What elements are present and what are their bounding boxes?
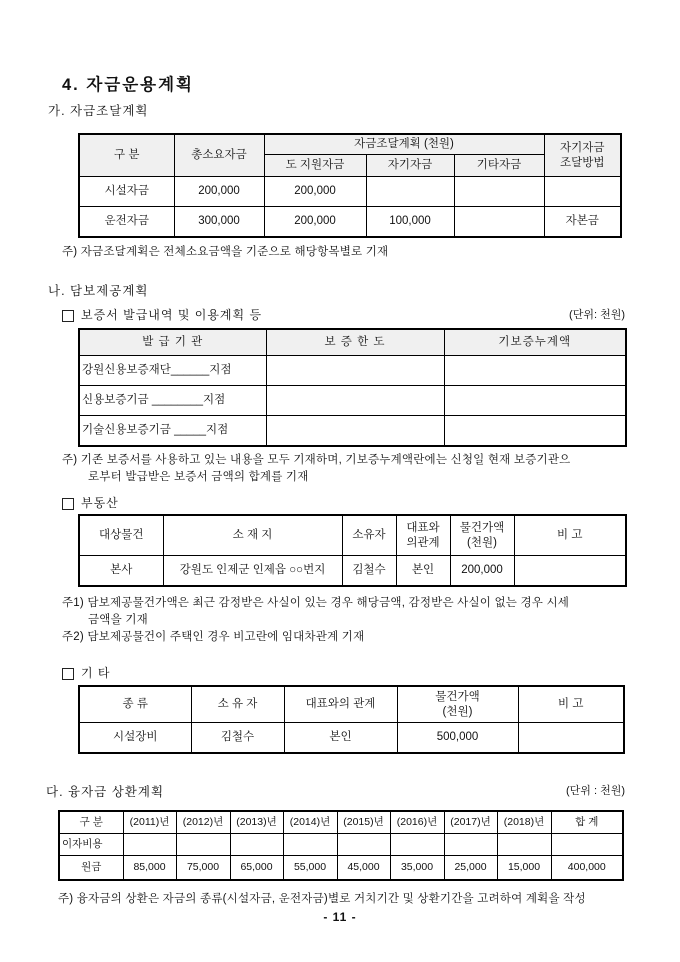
- cell-year-value: [123, 834, 176, 856]
- etc-collateral-table: [78, 685, 625, 754]
- realestate-subheading: [62, 495, 119, 512]
- cell-year-value: [337, 834, 390, 856]
- cell-remarks: [518, 723, 624, 754]
- col-header-location: 소 재 지: [163, 515, 342, 556]
- realestate-table: [78, 514, 627, 587]
- cell-year-value: 15,000: [497, 856, 551, 881]
- cell-provincial: 200,000: [264, 177, 366, 207]
- cell-method: 자본금: [544, 207, 621, 238]
- col-header-property-value-line1: 물건가액: [435, 690, 480, 703]
- col-header-property-value-line2: (천원): [467, 536, 497, 549]
- section-heading-na: 나. 담보제공계획: [48, 284, 149, 298]
- guarantee-subheading-label: 보증서 발급내역 및 이용계획 등: [81, 308, 263, 322]
- col-header-year-2016: (2016)년: [390, 811, 444, 834]
- note-guarantee-line2: 로부터 발급받은 보증서 금액의 합계를 기재: [88, 471, 309, 483]
- cell-year-value: [230, 834, 283, 856]
- table-row-interest: [59, 834, 623, 856]
- funding-plan-table: [78, 133, 622, 238]
- table-row-principal: [59, 856, 623, 881]
- cell-accumulated: [444, 386, 626, 416]
- cell-relation: 본인: [396, 556, 450, 587]
- col-header-year-2014: (2014)년: [283, 811, 337, 834]
- cell-year-value: 25,000: [444, 856, 497, 881]
- col-header-target-property: 대상물건: [79, 515, 163, 556]
- checkbox-icon: [62, 498, 74, 510]
- cell-limit: [266, 386, 444, 416]
- col-header-property-value-line2: (천원): [442, 705, 473, 718]
- col-header-guarantee-limit: 보 증 한 도: [266, 329, 444, 356]
- guarantee-table: [78, 328, 627, 447]
- cell-value: 200,000: [450, 556, 514, 587]
- cell-year-value: [444, 834, 497, 856]
- cell-total: 200,000: [174, 177, 264, 207]
- cell-relation: 본인: [284, 723, 397, 754]
- note-guarantee: [62, 452, 680, 486]
- col-header-relation: 대표와의 관계: [284, 686, 397, 723]
- table-row-headquarters: [79, 556, 626, 587]
- cell-row-label: 원금: [59, 856, 123, 881]
- table-row-facility-equipment: [79, 723, 624, 754]
- col-header-year-2013: (2013)년: [230, 811, 283, 834]
- col-header-owner: 소유자: [342, 515, 396, 556]
- cell-issuer: 기술신용보증기금 _____지점: [79, 416, 266, 447]
- cell-issuer: 강원신용보증재단______지점: [79, 356, 266, 386]
- cell-year-value: 45,000: [337, 856, 390, 881]
- etc-subheading: [62, 665, 111, 682]
- cell-row-label: 시설자금: [79, 177, 174, 207]
- col-header-sum: 합 계: [551, 811, 623, 834]
- table-row-tech-credit-fund: [79, 416, 626, 447]
- note-guarantee-line1: 주) 기존 보증서를 사용하고 있는 내용을 모두 기재하며, 기보증누계액란에는 신청일 현재 보증기관으: [62, 454, 571, 466]
- cell-target: 본사: [79, 556, 163, 587]
- cell-issuer: 신용보증기금 ________지점: [79, 386, 266, 416]
- note-funding-plan: 주) 자금조달계획은 전체소요금액을 기준으로 해당항목별로 기재: [62, 246, 389, 258]
- page-number: - 11 -: [323, 910, 357, 924]
- cell-year-value: [390, 834, 444, 856]
- cell-other: [454, 207, 544, 238]
- col-header-total-funds: 총소요자금: [174, 134, 264, 177]
- cell-owner: 김철수: [342, 556, 396, 587]
- note-repayment: 주) 융자금의 상환은 자금의 종류(시설자금, 운전자금)별로 거치기간 및 상환기간을 고려하여 계획을 작성: [58, 893, 586, 905]
- col-header-year-2015: (2015)년: [337, 811, 390, 834]
- table-row-operating-funds: [79, 207, 621, 238]
- checkbox-icon: [62, 668, 74, 680]
- cell-type: 시설장비: [79, 723, 191, 754]
- table-row-credit-fund: [79, 386, 626, 416]
- cell-limit: [266, 416, 444, 447]
- cell-accumulated: [444, 356, 626, 386]
- col-header-type: 종 류: [79, 686, 191, 723]
- etc-subheading-row: [62, 665, 625, 682]
- cell-limit: [266, 356, 444, 386]
- col-header-self-method-line2: 조달방법: [560, 156, 605, 169]
- cell-year-value: 85,000: [123, 856, 176, 881]
- col-header-property-value: [450, 515, 514, 556]
- col-header-year-2012: (2012)년: [176, 811, 230, 834]
- table-row-gangwon-foundation: [79, 356, 626, 386]
- cell-method: [544, 177, 621, 207]
- cell-total: 300,000: [174, 207, 264, 238]
- cell-year-value: [497, 834, 551, 856]
- col-header-year-2018: (2018)년: [497, 811, 551, 834]
- note-realestate-1-line2: 금액을 기재: [88, 614, 148, 626]
- repayment-header-row: [59, 811, 623, 834]
- page-title: 4. 자금운용계획: [62, 76, 194, 94]
- col-header-self-method-line1: 자기자금: [560, 141, 605, 154]
- col-header-owner: 소 유 자: [191, 686, 284, 723]
- col-header-provincial-funds: 도 지원자금: [264, 155, 366, 177]
- cell-row-label: 운전자금: [79, 207, 174, 238]
- section-heading-ga: 가. 자금조달계획: [48, 104, 149, 118]
- col-header-property-value: [397, 686, 518, 723]
- col-header-self-funds: 자기자금: [366, 155, 454, 177]
- cell-year-value: 65,000: [230, 856, 283, 881]
- col-header-year-2017: (2017)년: [444, 811, 497, 834]
- col-header-property-value-line1: 물건가액: [459, 521, 505, 534]
- cell-sum-value: [551, 834, 623, 856]
- note-realestate-1-line1: 주1) 담보제공물건가액은 최근 감정받은 사실이 있는 경우 해당금액, 감정받은 사실이 없는 경우 시세: [62, 597, 570, 609]
- col-header-category: 구 분: [59, 811, 123, 834]
- cell-other: [454, 177, 544, 207]
- col-header-procurement-group: 자금조달계획 (천원): [264, 134, 544, 155]
- cell-sum-value: 400,000: [551, 856, 623, 881]
- cell-row-label: 이자비용: [59, 834, 123, 856]
- cell-self: [366, 177, 454, 207]
- col-header-remarks: 비 고: [514, 515, 626, 556]
- section-heading-da: 다. 융자금 상환계획: [46, 785, 165, 799]
- note-realestate-2: 주2) 담보제공물건이 주택인 경우 비고란에 임대차관계 기재: [62, 631, 365, 643]
- cell-year-value: 35,000: [390, 856, 444, 881]
- cell-self: 100,000: [366, 207, 454, 238]
- col-header-accumulated-guarantee: 기보증누계액: [444, 329, 626, 356]
- note-realestate-1: [62, 595, 680, 629]
- cell-year-value: [283, 834, 337, 856]
- cell-year-value: [176, 834, 230, 856]
- cell-value: 500,000: [397, 723, 518, 754]
- col-header-issuer: 발 급 기 관: [79, 329, 266, 356]
- cell-owner: 김철수: [191, 723, 284, 754]
- col-header-remarks: 비 고: [518, 686, 624, 723]
- col-header-relation: [396, 515, 450, 556]
- unit-label: (단위: 천원): [569, 309, 625, 321]
- col-header-category: 구 분: [79, 134, 174, 177]
- table-row-facility-funds: [79, 177, 621, 207]
- cell-remarks: [514, 556, 626, 587]
- realestate-subheading-label: 부동산: [81, 496, 119, 510]
- cell-location: 강원도 인제군 인제읍 ○○번지: [163, 556, 342, 587]
- col-header-relation-line2: 의관계: [406, 536, 440, 549]
- cell-year-value: 75,000: [176, 856, 230, 881]
- etc-subheading-label: 기 타: [81, 666, 111, 680]
- repayment-table: [58, 810, 624, 881]
- cell-year-value: 55,000: [283, 856, 337, 881]
- realestate-subheading-row: [62, 495, 625, 512]
- cell-accumulated: [444, 416, 626, 447]
- guarantee-subheading: [62, 307, 262, 324]
- col-header-relation-line1: 대표와: [406, 521, 440, 534]
- guarantee-subheading-row: [62, 307, 625, 324]
- col-header-other-funds: 기타자금: [454, 155, 544, 177]
- col-header-year-2011: (2011)년: [123, 811, 176, 834]
- checkbox-icon: [62, 310, 74, 322]
- col-header-self-method: [544, 134, 621, 177]
- unit-label: (단위 : 천원): [566, 785, 625, 797]
- da-heading-row: [46, 783, 625, 800]
- cell-provincial: 200,000: [264, 207, 366, 238]
